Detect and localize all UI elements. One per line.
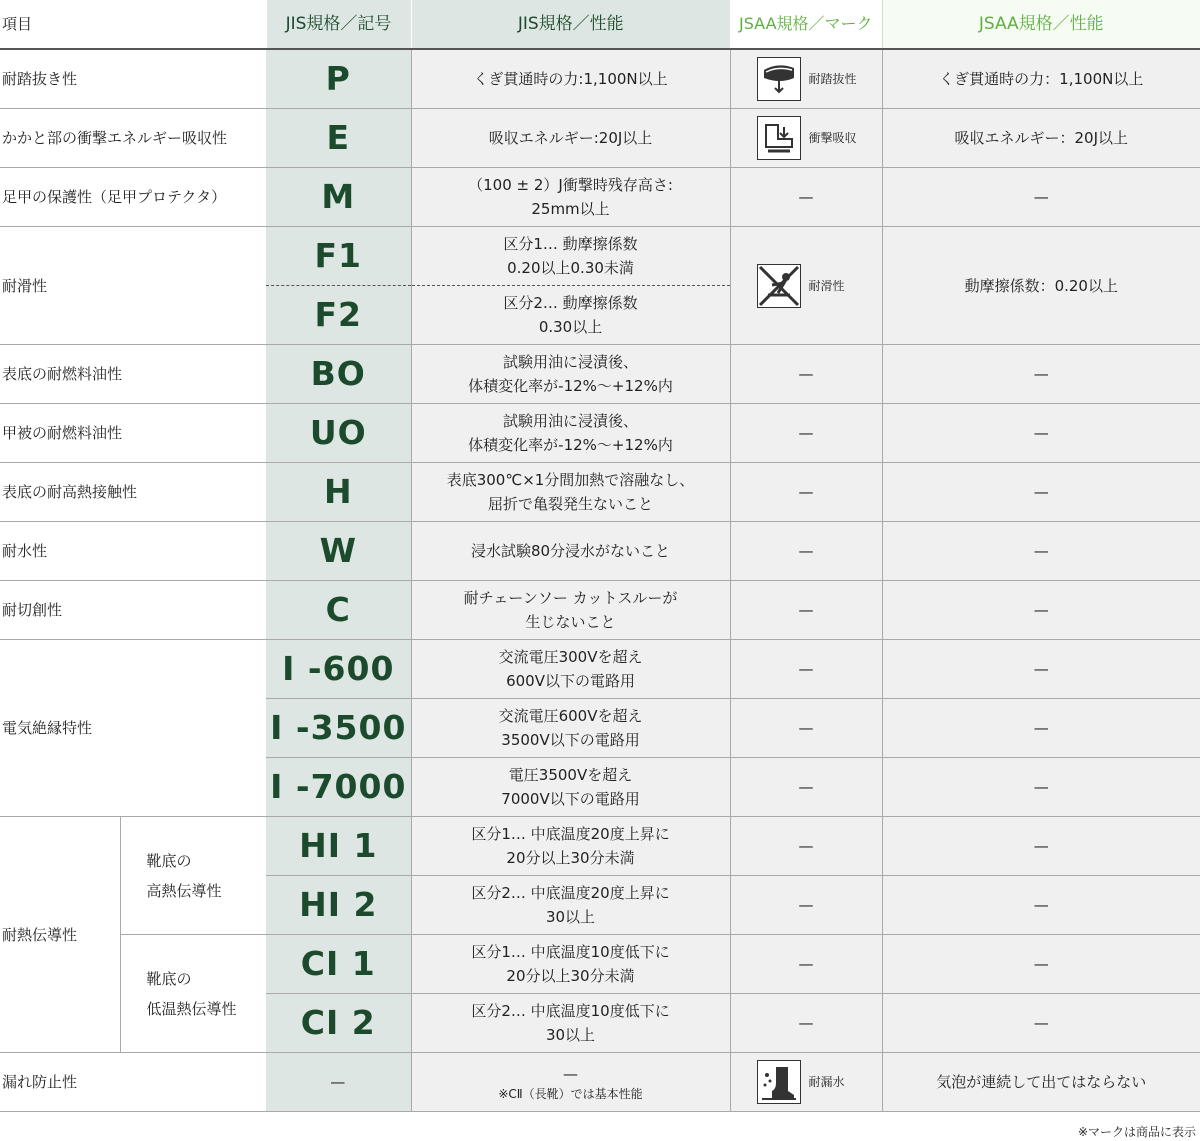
header-jis-performance: JIS規格／性能	[411, 0, 730, 49]
jsaa-mark-empty: —	[730, 522, 882, 581]
jsaa-performance-empty: —	[882, 522, 1200, 581]
leak-proof-boot-icon	[757, 1060, 801, 1104]
sub-item-label: 靴底の 低温熱伝導性	[120, 935, 266, 1053]
jsaa-performance: 気泡が連続して出てはならない	[882, 1053, 1200, 1112]
jsaa-mark-empty: —	[730, 876, 882, 935]
jsaa-performance-empty: —	[882, 404, 1200, 463]
jis-code: F2	[266, 286, 411, 345]
jis-performance: 耐チェーンソー カットスルーが 生じないこと	[411, 581, 730, 640]
table-row	[0, 935, 1200, 994]
jsaa-performance-empty: —	[882, 463, 1200, 522]
header-row	[0, 0, 1200, 49]
jis-code: E	[266, 109, 411, 168]
jis-code: I -600	[266, 640, 411, 699]
jsaa-mark-empty: —	[730, 345, 882, 404]
jis-performance: 電圧3500Vを超え 7000V以下の電路用	[411, 758, 730, 817]
header-jsaa-performance: JSAA規格／性能	[882, 0, 1200, 49]
jis-code: BO	[266, 345, 411, 404]
jsaa-performance-empty: —	[882, 581, 1200, 640]
jsaa-performance: 動摩擦係数：0.20以上	[882, 227, 1200, 345]
jis-code: C	[266, 581, 411, 640]
table-row	[0, 640, 1200, 699]
item-label: 耐踏抜き性	[0, 49, 266, 109]
jsaa-mark-cell	[730, 227, 882, 345]
jis-code: HI 1	[266, 817, 411, 876]
jsaa-performance-empty: —	[882, 168, 1200, 227]
jsaa-performance-empty: —	[882, 994, 1200, 1053]
item-label: 甲被の耐燃料油性	[0, 404, 266, 463]
item-label: 電気絶縁特性	[0, 640, 266, 817]
jsaa-performance-empty: —	[882, 817, 1200, 876]
jsaa-mark-empty: —	[730, 581, 882, 640]
mark-label: 耐踏抜性	[808, 72, 857, 86]
jis-performance: 表底300℃×1分間加熱で溶融なし、 屈折で亀裂発生ないこと	[411, 463, 730, 522]
jsaa-performance-empty: —	[882, 876, 1200, 935]
table-row	[0, 817, 1200, 876]
table-row	[0, 581, 1200, 640]
item-label: かかと部の衝撃エネルギー吸収性	[0, 109, 266, 168]
slip-resistance-icon	[757, 264, 801, 308]
jis-performance: 区分1… 動摩擦係数 0.20以上0.30未満	[411, 227, 730, 286]
jis-code: UO	[266, 404, 411, 463]
item-label: 耐熱伝導性	[0, 817, 120, 1053]
jsaa-mark-cell	[730, 49, 882, 109]
jsaa-performance-empty: —	[882, 935, 1200, 994]
item-label: 足甲の保護性（足甲プロテクタ）	[0, 168, 266, 227]
jsaa-mark-empty: —	[730, 640, 882, 699]
item-label: 表底の耐高熱接触性	[0, 463, 266, 522]
jis-code: I -3500	[266, 699, 411, 758]
item-label: 漏れ防止性	[0, 1053, 266, 1112]
jis-code: H	[266, 463, 411, 522]
jis-performance: 吸収エネルギー:20J以上	[411, 109, 730, 168]
footnote: ※マークは商品に表示	[1077, 1125, 1196, 1139]
jis-code: P	[266, 49, 411, 109]
jis-code: HI 2	[266, 876, 411, 935]
jsaa-performance-empty: —	[882, 640, 1200, 699]
jis-code: W	[266, 522, 411, 581]
jis-performance: 試験用油に浸漬後、 体積変化率が-12%～+12%内	[411, 345, 730, 404]
jis-code: CI 2	[266, 994, 411, 1053]
item-label: 耐水性	[0, 522, 266, 581]
jsaa-mark-empty: —	[730, 404, 882, 463]
jsaa-performance-empty: —	[882, 345, 1200, 404]
jis-performance: 区分1… 中底温度10度低下に 20分以上30分未満	[411, 935, 730, 994]
sub-item-label: 靴底の 高熱伝導性	[120, 817, 266, 935]
jis-code: M	[266, 168, 411, 227]
jis-performance: 交流電圧300Vを超え 600V以下の電路用	[411, 640, 730, 699]
jsaa-performance: 吸収エネルギー：20J以上	[882, 109, 1200, 168]
item-label: 表底の耐燃料油性	[0, 345, 266, 404]
table-row	[0, 463, 1200, 522]
table-row	[0, 49, 1200, 109]
jis-performance: 区分2… 動摩擦係数 0.30以上	[411, 286, 730, 345]
impact-absorb-icon	[757, 116, 801, 160]
jsaa-performance-empty: —	[882, 758, 1200, 817]
nail-pierce-icon	[757, 57, 801, 101]
table-row	[0, 227, 1200, 286]
jis-performance: 区分2… 中底温度20度上昇に 30以上	[411, 876, 730, 935]
jis-performance: くぎ貫通時の力:1,100N以上	[411, 49, 730, 109]
jsaa-mark-cell	[730, 1053, 882, 1112]
jsaa-mark-empty: —	[730, 699, 882, 758]
jis-performance: 区分1… 中底温度20度上昇に 20分以上30分未満	[411, 817, 730, 876]
jsaa-mark-empty: —	[730, 758, 882, 817]
jis-performance: 交流電圧600Vを超え 3500V以下の電路用	[411, 699, 730, 758]
jsaa-mark-empty: —	[730, 168, 882, 227]
jsaa-performance: くぎ貫通時の力：1,100N以上	[882, 49, 1200, 109]
jsaa-performance-empty: —	[882, 699, 1200, 758]
table-row	[0, 168, 1200, 227]
table-row	[0, 1053, 1200, 1112]
item-label: 耐切創性	[0, 581, 266, 640]
header-jsaa-mark: JSAA規格／マーク	[730, 0, 882, 49]
jis-performance: — ※CⅡ（長靴）では基本性能	[411, 1053, 730, 1112]
jis-code: I -7000	[266, 758, 411, 817]
mark-label: 衝撃吸収	[808, 131, 857, 145]
table-row	[0, 522, 1200, 581]
header-jis-code: JIS規格／記号	[266, 0, 411, 49]
jis-code: —	[266, 1053, 411, 1112]
jis-performance: （100 ± 2）J衝撃時残存高さ: 25mm以上	[411, 168, 730, 227]
jsaa-mark-empty: —	[730, 935, 882, 994]
jsaa-mark-empty: —	[730, 817, 882, 876]
header-item: 項目	[0, 0, 266, 49]
table-row	[0, 404, 1200, 463]
jis-performance: 試験用油に浸漬後、 体積変化率が-12%～+12%内	[411, 404, 730, 463]
leak-note: ※CⅡ（長靴）では基本性能	[498, 1087, 643, 1101]
item-label: 耐滑性	[0, 227, 266, 345]
jsaa-mark-cell	[730, 109, 882, 168]
jis-code: F1	[266, 227, 411, 286]
jis-code: CI 1	[266, 935, 411, 994]
jis-performance: 区分2… 中底温度10度低下に 30以上	[411, 994, 730, 1053]
mark-label: 耐滑性	[808, 278, 845, 293]
jsaa-mark-empty: —	[730, 994, 882, 1053]
table-row	[0, 345, 1200, 404]
table-row	[0, 109, 1200, 168]
mark-label: 耐漏水	[808, 1075, 845, 1089]
jsaa-mark-empty: —	[730, 463, 882, 522]
jis-performance: 浸水試験80分浸水がないこと	[411, 522, 730, 581]
